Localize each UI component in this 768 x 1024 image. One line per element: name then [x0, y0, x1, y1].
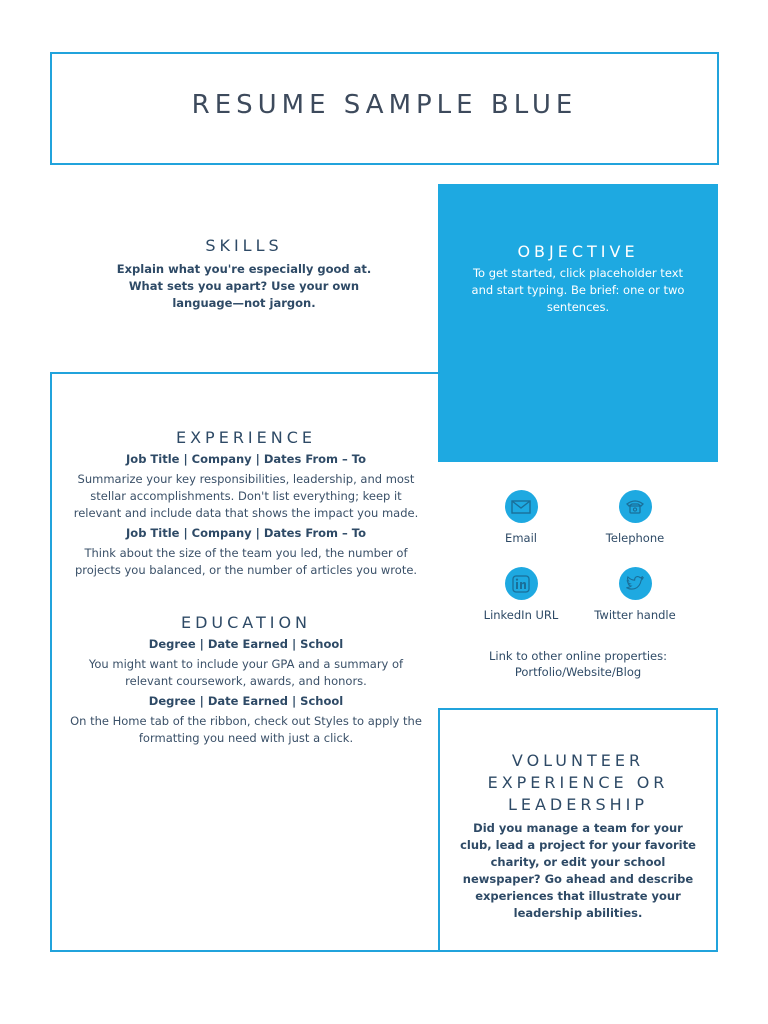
- objective-section: [438, 184, 718, 462]
- education-heading: EDUCATION: [180, 613, 312, 632]
- online-properties: [438, 648, 718, 680]
- contact-twitter: [565, 567, 705, 622]
- experience-education-panel: [50, 372, 440, 952]
- job-line: Job Title | Company | Dates From – To: [126, 526, 366, 540]
- volunteer-text: Did you manage a team for your club, lead a project for your favorite charity, or edit your school newspaper? Go ahead and describe experiences that illustrate your leadership abilities.: [460, 821, 696, 920]
- twitter-label: Twitter handle: [594, 608, 676, 622]
- contact-section: [438, 462, 718, 710]
- degree-description: On the Home tab of the ribbon, check out Styles to apply the formatting you need with just a click.: [70, 714, 422, 745]
- objective-heading: OBJECTIVE: [517, 242, 639, 261]
- online-properties-line: Link to other online properties:: [489, 649, 667, 663]
- contact-telephone: [565, 490, 705, 545]
- degree-line: Degree | Date Earned | School: [148, 637, 344, 651]
- volunteer-heading-line: VOLUNTEER: [511, 751, 645, 770]
- degree-line: Degree | Date Earned | School: [148, 694, 344, 708]
- telephone-label: Telephone: [605, 531, 665, 545]
- telephone-icon: [619, 490, 652, 523]
- volunteer-heading: [440, 750, 716, 816]
- volunteer-section: [438, 708, 718, 952]
- job-description: Think about the size of the team you led, the number of projects you balanced, or the number of articles you wrote.: [74, 546, 418, 577]
- linkedin-label: LinkedIn URL: [483, 608, 559, 622]
- objective-text: To get started, click placeholder text and start typing. Be brief: one or two sentences.: [471, 266, 685, 314]
- online-properties-line: Portfolio/Website/Blog: [514, 665, 642, 679]
- volunteer-heading-line: EXPERIENCE OR: [487, 773, 669, 792]
- job-line: Job Title | Company | Dates From – To: [126, 452, 366, 466]
- email-label: Email: [505, 531, 537, 545]
- title-box: [50, 52, 719, 165]
- job-description: Summarize your key responsibilities, leadership, and most stellar accomplishments. Don't list everything; keep it relevant and include data that shows the impact you made.: [73, 472, 419, 520]
- skills-heading: SKILLS: [205, 236, 283, 255]
- experience-heading: EXPERIENCE: [175, 428, 317, 447]
- twitter-icon: [619, 567, 652, 600]
- skills-text: Explain what you're especially good at. What sets you apart? Use your own language—not jargon.: [116, 262, 372, 310]
- resume-title: RESUME SAMPLE BLUE: [191, 90, 578, 120]
- envelope-icon: [505, 490, 538, 523]
- degree-description: You might want to include your GPA and a summary of relevant coursework, awards, and honors.: [88, 657, 404, 688]
- linkedin-icon: [505, 567, 538, 600]
- volunteer-heading-line: LEADERSHIP: [507, 795, 649, 814]
- skills-section: [50, 236, 438, 312]
